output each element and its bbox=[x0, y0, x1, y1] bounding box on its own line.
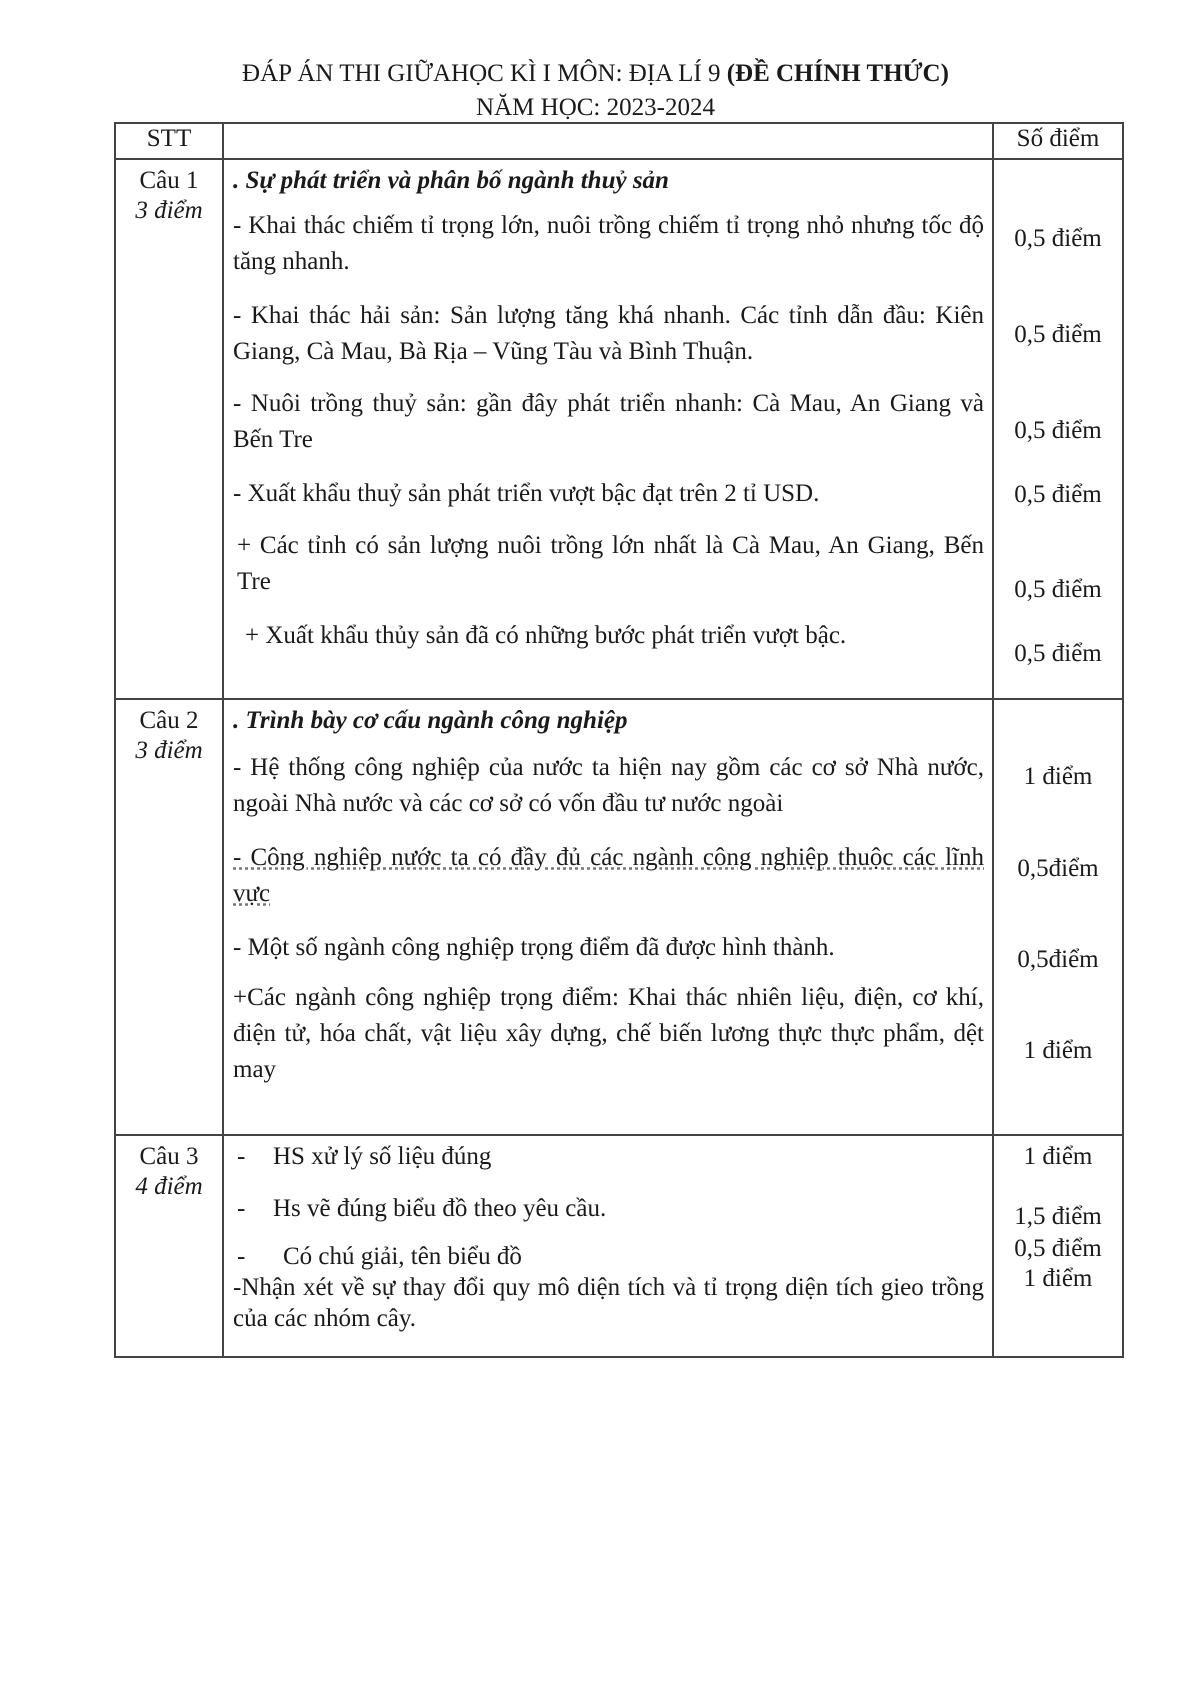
question-1-heading: . Sự phát triển và phân bố ngành thuỷ sản bbox=[233, 167, 669, 194]
question-1-points: 3 điểm bbox=[135, 197, 203, 224]
q1-score-4: 0,5 điểm bbox=[1014, 481, 1102, 508]
question-2-heading: . Trình bày cơ cấu ngành công nghiệp bbox=[233, 707, 628, 734]
q2-item-4: +Các ngành công nghiệp trọng điểm: Khai thác nhiên liệu, điện, cơ khí, điện tử, hóa chất, vật liệu xây dựng, chế biến lương thực thực phẩm, dệt may bbox=[233, 984, 984, 1083]
q3-item-3-text: Có chú giải, tên biểu đồ bbox=[283, 1243, 522, 1270]
q1-item-1: - Khai thác chiếm tỉ trọng lớn, nuôi trồng chiếm tỉ trọng nhỏ nhưng tốc độ tăng nhanh. bbox=[233, 212, 984, 275]
q2-item-2: - Công nghiệp nước ta có đầy đủ các ngành công nghiệp thuộc các lĩnh vực bbox=[233, 844, 984, 907]
question-3-scores bbox=[993, 1135, 1123, 1357]
title-normal: ĐÁP ÁN THI GIỮAHỌC KÌ I MÔN: ĐỊA LÍ 9 bbox=[242, 60, 727, 87]
question-1-cell bbox=[115, 159, 223, 699]
q3-dash-2: - bbox=[237, 1195, 246, 1222]
q3-score-4: 1 điểm bbox=[1023, 1265, 1093, 1292]
q1-item-6: + Xuất khẩu thủy sản đã có những bước phát triển vượt bậc. bbox=[245, 622, 847, 649]
header-stt: STT bbox=[115, 123, 223, 159]
title-bold: (ĐỀ CHÍNH THỨC) bbox=[726, 60, 949, 87]
page-title bbox=[0, 60, 1191, 88]
q3-item-2-text: Hs vẽ đúng biểu đồ theo yêu cầu. bbox=[273, 1195, 607, 1222]
question-2-label: Câu 2 bbox=[139, 707, 199, 734]
q2-score-3: 0,5điểm bbox=[1017, 946, 1099, 973]
q2-item-1: - Hệ thống công nghiệp của nước ta hiện nay gồm các cơ sở Nhà nước, ngoài Nhà nước và các cơ sở có vốn đầu tư nước ngoài bbox=[233, 754, 984, 817]
question-2-row bbox=[115, 699, 1123, 1135]
question-3-cell bbox=[115, 1135, 223, 1357]
question-1-label: Câu 1 bbox=[139, 167, 199, 194]
question-3-row bbox=[115, 1135, 1123, 1357]
question-3-points: 4 điểm bbox=[135, 1173, 203, 1200]
q3-item-4: -Nhận xét về sự thay đổi quy mô diện tích và tỉ trọng diện tích gieo trồng của các nhóm cây. bbox=[233, 1274, 984, 1332]
q3-dash-3: - bbox=[237, 1243, 246, 1270]
q1-item-3: - Nuôi trồng thuỷ sản: gần đây phát triển nhanh: Cà Mau, An Giang và Bến Tre bbox=[233, 390, 984, 453]
q1-item-5: + Các tỉnh có sản lượng nuôi trồng lớn nhất là Cà Mau, An Giang, Bến Tre bbox=[237, 532, 984, 595]
question-1-scores bbox=[993, 159, 1123, 699]
school-year: NĂM HỌC: 2023-2024 bbox=[476, 94, 715, 121]
question-2-scores bbox=[993, 699, 1123, 1135]
answer-table bbox=[114, 122, 1124, 1358]
question-2-content bbox=[223, 699, 993, 1135]
q2-score-4: 1 điểm bbox=[1023, 1037, 1093, 1064]
question-2-cell bbox=[115, 699, 223, 1135]
q1-item-4: - Xuất khẩu thuỷ sản phát triển vượt bậc đạt trên 2 tỉ USD. bbox=[233, 480, 820, 507]
header-content bbox=[223, 123, 993, 159]
question-3-content bbox=[223, 1135, 993, 1357]
q3-score-1: 1 điểm bbox=[1023, 1143, 1093, 1170]
q1-score-1: 0,5 điểm bbox=[1014, 225, 1102, 252]
q2-score-1: 1 điểm bbox=[1023, 763, 1093, 790]
q3-item-1 bbox=[233, 1140, 984, 1174]
question-3-label: Câu 3 bbox=[139, 1143, 199, 1170]
q3-item-3 bbox=[233, 1242, 984, 1272]
question-2-points: 3 điểm bbox=[135, 737, 203, 764]
q1-score-5: 0,5 điểm bbox=[1014, 576, 1102, 603]
q3-item-2 bbox=[233, 1192, 984, 1226]
q1-score-2: 0,5 điểm bbox=[1014, 321, 1102, 348]
q2-score-2: 0,5điểm bbox=[1017, 855, 1099, 882]
header-score: Số điểm bbox=[993, 123, 1123, 159]
q3-dash-1: - bbox=[237, 1143, 246, 1170]
header-row bbox=[115, 123, 1123, 159]
q1-score-6: 0,5 điểm bbox=[1014, 640, 1102, 667]
q1-score-3: 0,5 điểm bbox=[1014, 417, 1102, 444]
q2-item-3: - Một số ngành công nghiệp trọng điểm đã được hình thành. bbox=[233, 934, 835, 961]
question-1-row bbox=[115, 159, 1123, 699]
q3-score-3: 0,5 điểm bbox=[1014, 1235, 1102, 1262]
q3-score-2: 1,5 điểm bbox=[1014, 1203, 1102, 1230]
q3-item-1-text: HS xử lý số liệu đúng bbox=[273, 1143, 492, 1170]
q1-item-2: - Khai thác hải sản: Sản lượng tăng khá nhanh. Các tỉnh dẫn đầu: Kiên Giang, Cà Mau, Bà Rịa – Vũng Tàu và Bình Thuận. bbox=[233, 302, 984, 365]
question-1-content bbox=[223, 159, 993, 699]
